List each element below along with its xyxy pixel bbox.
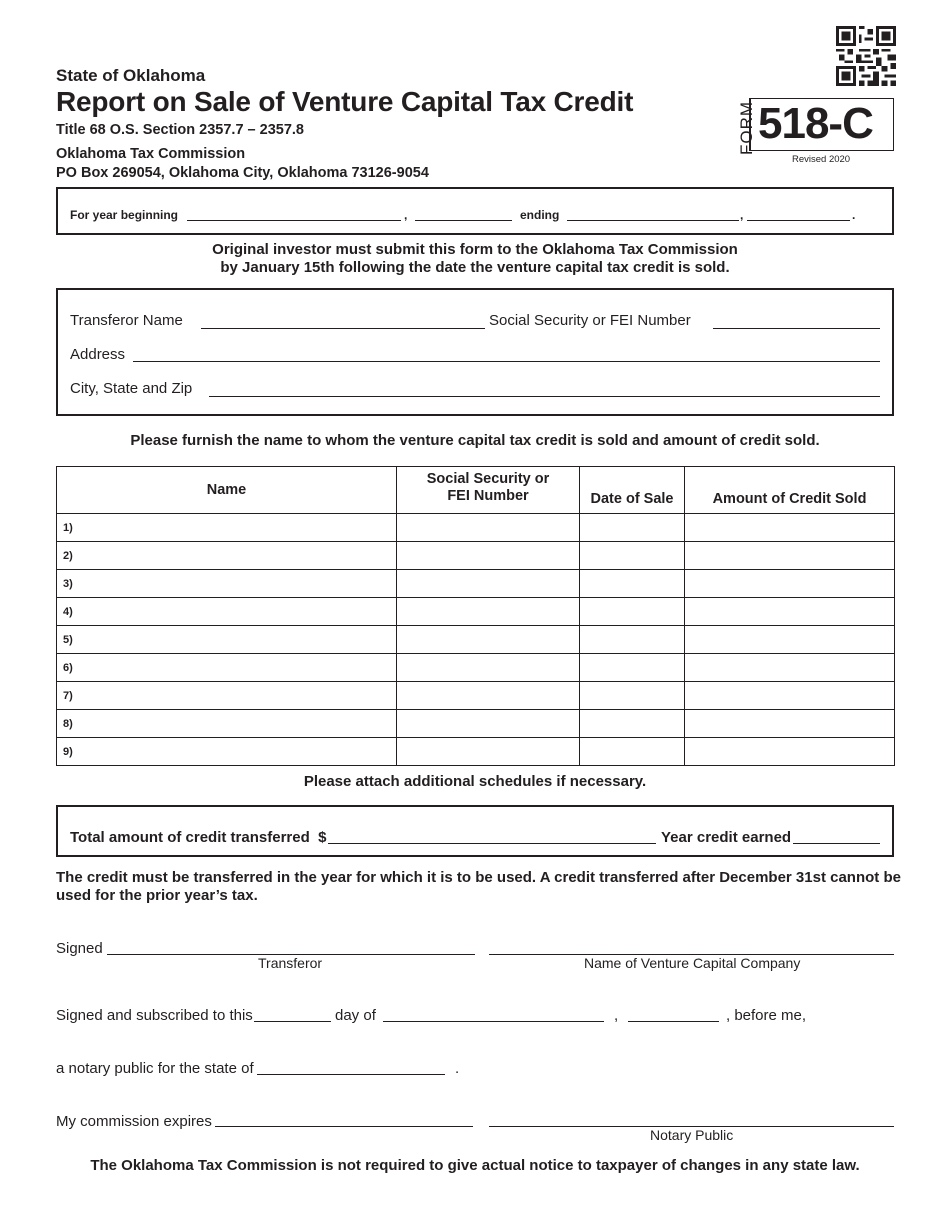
- qr-code-icon: [836, 26, 896, 86]
- row-number-cell[interactable]: 4): [57, 598, 397, 626]
- year-beginning-year-field[interactable]: [415, 220, 512, 221]
- year-ending-period: .: [852, 208, 856, 222]
- row-number-cell[interactable]: 6): [57, 654, 397, 682]
- subscribed-label: Signed and subscribed to this: [56, 1007, 253, 1024]
- table-row: [57, 626, 895, 654]
- ssn-cell[interactable]: [397, 514, 580, 542]
- transferor-city-field[interactable]: [209, 396, 880, 397]
- year-beginning-date-field[interactable]: [187, 220, 401, 221]
- table-row: [57, 738, 895, 766]
- table-row: [57, 514, 895, 542]
- column-header-date: Date of Sale: [580, 467, 685, 514]
- row-number-cell[interactable]: 7): [57, 682, 397, 710]
- state-name: State of Oklahoma: [56, 66, 206, 85]
- row-number-cell[interactable]: 9): [57, 738, 397, 766]
- table-header-row: [57, 467, 895, 514]
- revision-date: Revised 2020: [792, 154, 851, 165]
- table-row: [57, 654, 895, 682]
- form-label: FORM: [737, 100, 756, 156]
- before-me-label: , before me,: [726, 1007, 807, 1024]
- column-header-name: Name: [57, 467, 397, 514]
- table-row: [57, 542, 895, 570]
- year-ending-label: ending: [520, 208, 560, 222]
- signed-label: Signed: [56, 940, 103, 957]
- transferor-name-field[interactable]: [201, 328, 485, 329]
- form-number: 518-C: [758, 99, 873, 148]
- ssn-cell[interactable]: [397, 626, 580, 654]
- ssn-cell[interactable]: [397, 738, 580, 766]
- ssn-cell[interactable]: [397, 542, 580, 570]
- transferor-caption: Transferor: [258, 955, 323, 971]
- tax-year-box: [56, 187, 894, 235]
- transferor-ssn-label: Social Security or FEI Number: [489, 312, 691, 329]
- transferor-ssn-field[interactable]: [713, 328, 880, 329]
- notary-day-field[interactable]: [254, 1021, 331, 1022]
- agency-name: Oklahoma Tax Commission: [56, 146, 246, 162]
- year-beginning-comma: ,: [404, 208, 408, 222]
- instruction-line-2: by January 15th following the date the venture capital tax credit is sold.: [220, 259, 730, 276]
- table-row: [57, 710, 895, 738]
- notary-month-field[interactable]: [383, 1021, 604, 1022]
- year-earned-label: Year credit earned: [661, 829, 792, 846]
- table-row: [57, 598, 895, 626]
- ssn-cell[interactable]: [397, 710, 580, 738]
- year-earned-field[interactable]: [793, 843, 880, 844]
- total-credit-field[interactable]: [328, 843, 656, 844]
- instruction-line-1: Original investor must submit this form to the Oklahoma Tax Commission: [212, 241, 738, 258]
- transferor-city-label: City, State and Zip: [70, 380, 193, 397]
- footer-disclaimer: The Oklahoma Tax Commission is not required to give actual notice to taxpayer of changes in any state law.: [90, 1157, 860, 1174]
- date-cell[interactable]: [580, 598, 685, 626]
- amount-cell[interactable]: [685, 570, 895, 598]
- date-cell[interactable]: [580, 542, 685, 570]
- column-header-ssn: Social Security or FEI Number: [397, 467, 580, 514]
- row-number-cell[interactable]: 8): [57, 710, 397, 738]
- transfer-note-line-2: used for the prior year’s tax.: [56, 887, 258, 904]
- date-cell[interactable]: [580, 626, 685, 654]
- attach-note: Please attach additional schedules if necessary.: [303, 773, 647, 790]
- amount-cell[interactable]: [685, 738, 895, 766]
- ssn-cell[interactable]: [397, 598, 580, 626]
- date-cell[interactable]: [580, 682, 685, 710]
- amount-cell[interactable]: [685, 654, 895, 682]
- year-ending-comma: ,: [740, 208, 744, 222]
- notary-state-field[interactable]: [257, 1074, 445, 1075]
- amount-cell[interactable]: [685, 710, 895, 738]
- date-cell[interactable]: [580, 514, 685, 542]
- statute-citation: Title 68 O.S. Section 2357.7 – 2357.8: [56, 122, 304, 138]
- amount-cell[interactable]: [685, 682, 895, 710]
- transferor-address-field[interactable]: [133, 361, 880, 362]
- commission-expires-label: My commission expires: [56, 1113, 212, 1130]
- transferor-name-label: Transferor Name: [70, 312, 183, 329]
- column-header-amount: Amount of Credit Sold: [685, 467, 895, 514]
- credit-sale-table: [56, 466, 895, 766]
- amount-cell[interactable]: [685, 598, 895, 626]
- ssn-cell[interactable]: [397, 654, 580, 682]
- company-caption: Name of Venture Capital Company: [584, 955, 801, 971]
- transferor-address-label: Address: [70, 346, 126, 363]
- notary-year-field[interactable]: [628, 1021, 719, 1022]
- row-number-cell[interactable]: 2): [57, 542, 397, 570]
- amount-cell[interactable]: [685, 514, 895, 542]
- notary-caption: Notary Public: [650, 1127, 734, 1143]
- furnish-note: Please furnish the name to whom the venture capital tax credit is sold and amount of credit sold.: [130, 432, 820, 449]
- ssn-cell[interactable]: [397, 570, 580, 598]
- date-cell[interactable]: [580, 570, 685, 598]
- notary-period: .: [455, 1060, 460, 1077]
- table-row: [57, 682, 895, 710]
- row-number-cell[interactable]: 5): [57, 626, 397, 654]
- notary-state-label: a notary public for the state of: [56, 1060, 254, 1077]
- year-ending-date-field[interactable]: [567, 220, 739, 221]
- date-cell[interactable]: [580, 654, 685, 682]
- form-title: Report on Sale of Venture Capital Tax Credit: [56, 86, 634, 117]
- year-beginning-label: For year beginning: [70, 208, 179, 222]
- agency-address: PO Box 269054, Oklahoma City, Oklahoma 73126-9054: [56, 165, 429, 181]
- year-ending-year-field[interactable]: [747, 220, 850, 221]
- total-credit-label: Total amount of credit transferred $: [70, 829, 327, 846]
- date-cell[interactable]: [580, 710, 685, 738]
- date-cell[interactable]: [580, 738, 685, 766]
- table-row: [57, 570, 895, 598]
- amount-cell[interactable]: [685, 542, 895, 570]
- notary-comma: ,: [614, 1007, 619, 1024]
- ssn-cell[interactable]: [397, 682, 580, 710]
- day-of-label: day of: [335, 1007, 376, 1024]
- row-number-cell[interactable]: 1): [57, 514, 397, 542]
- transfer-note-line-1: The credit must be transferred in the year for which it is to be used. A credit transferred after December 31st cannot be: [56, 869, 901, 886]
- row-number-cell[interactable]: 3): [57, 570, 397, 598]
- amount-cell[interactable]: [685, 626, 895, 654]
- commission-expires-field[interactable]: [215, 1126, 473, 1127]
